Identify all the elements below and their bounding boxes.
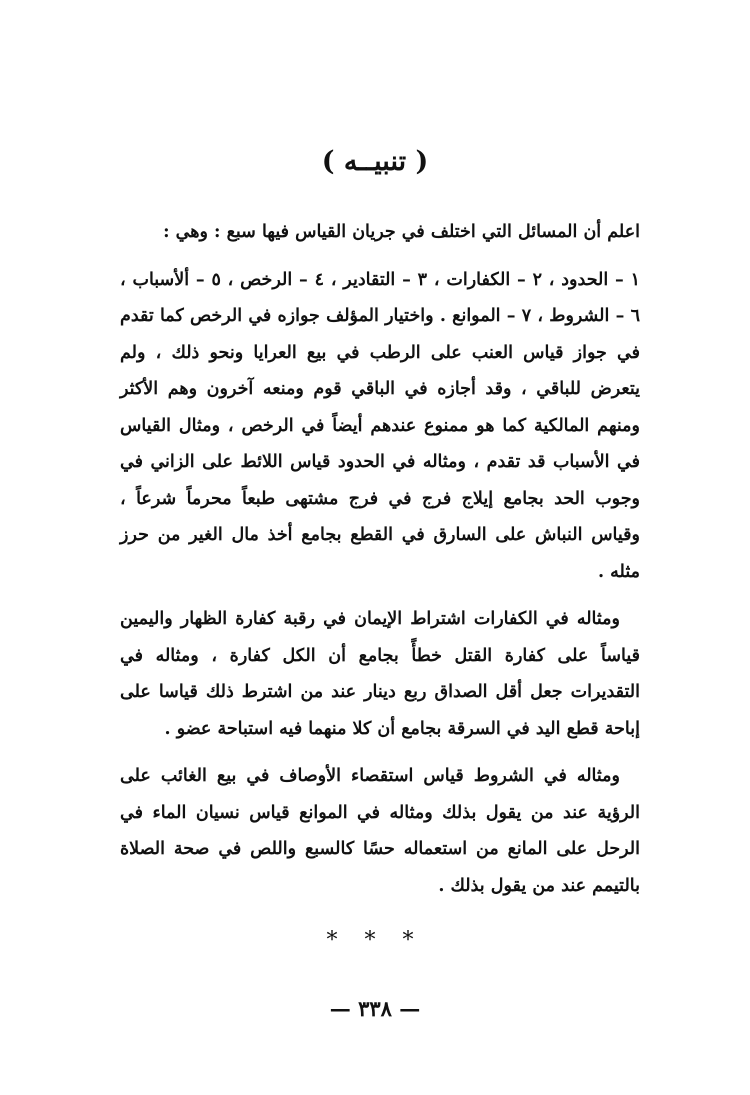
paragraph-kaffarat: ومثاله في الكفارات اشتراط الإيمان في رقبة كفارة الظهار واليمين قياساً على كفارة القتل خطأً بجامع أن الكل كفارة ، ومثاله في التقديرات جعل أقل الصداق ربع دينار عند من اشترط ذلك قياسا على إباحة قطع اليد في السرقة بجامع أن كلا منهما فيه استباحة عضو . xyxy=(120,609,640,739)
paragraph-intro: اعلم أن المسائل التي اختلف في جريان القياس فيها سبع : وهي : xyxy=(163,222,640,242)
page-number: — ٣٣٨ — xyxy=(329,996,421,1021)
section-ornament: * * * xyxy=(326,928,424,953)
paragraph-list: ١ – الحدود ، ٢ – الكفارات ، ٣ – التقادير ، ٤ – الرخص ، ٥ – ألأسباب ، ٦ – الشروط ، ٧ – الموانع . واختيار المؤلف جوازه في الرخص كما تقدم في جواز قياس العنب على الرطب في بيع العرايا ونحو ذلك ، ولم يتعرض للباقي ، وقد أجازه في الباقي قوم ومنعه آخرون وهم الأكثر ومنهم المالكية كما هو ممنوع عندهم أيضاً في الرخص ، ومثال القياس في الأسباب قد تقدم ، ومثاله في الحدود قياس اللائط على الزاني في وجوب الحد بجامع إيلاج فرج في فرج مشتهى طبعاً محرماً شرعاً ، وقياس النباش على السارق في القطع بجامع أخذ مال الغير من حرز مثله . xyxy=(120,269,640,582)
paragraph-shurut: ومثاله في الشروط قياس استقصاء الأوصاف في بيع الغائب على الرؤية عند من يقول بذلك ومثاله في الموانع قياس نسيان الماء في الرحل على المانع من استعماله حسًا كالسبع واللص في صحة الصلاة بالتيمم عند من يقول بذلك . xyxy=(120,766,640,896)
page-body xyxy=(120,214,640,904)
section-title: ( تنبيــه ) xyxy=(321,146,429,177)
